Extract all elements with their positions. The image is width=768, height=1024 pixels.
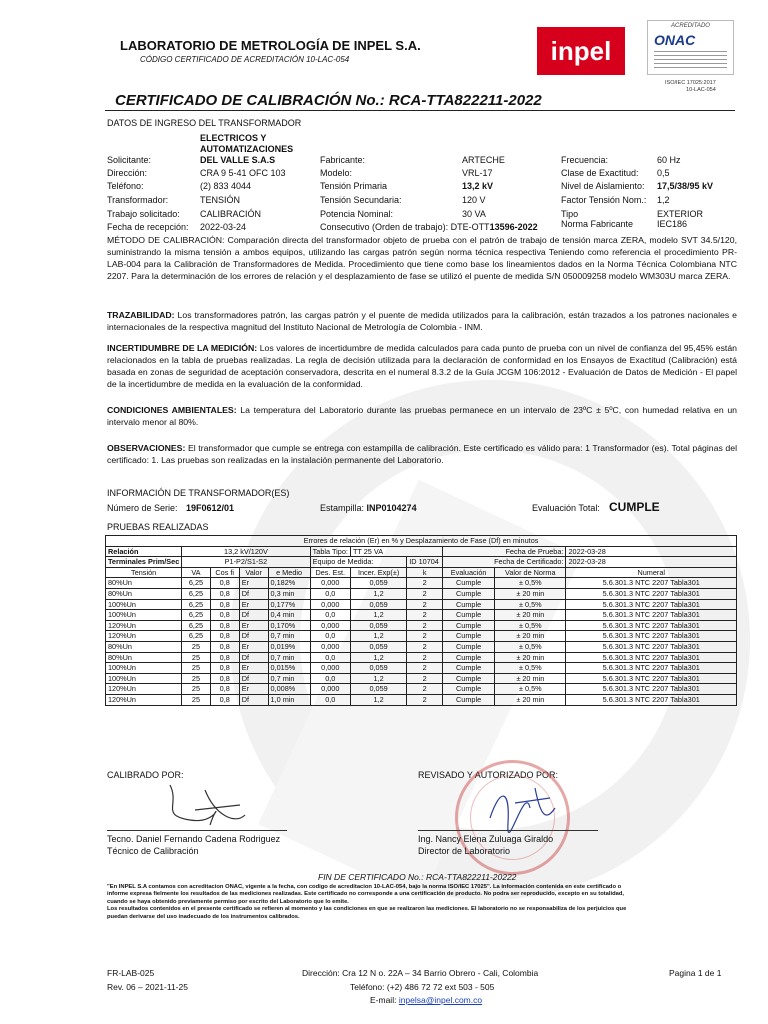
fecha-recepcion-value: 2022-03-24: [200, 222, 247, 232]
cell-va: 6,25: [182, 620, 210, 631]
form-code: FR-LAB-025: [107, 968, 155, 978]
relacion-value: 13,2 kV/120V: [182, 546, 310, 557]
header-incer: Incer. Exp(±): [350, 567, 406, 578]
fecha-recepcion-label: Fecha de recepción:: [107, 222, 189, 232]
cell-tension: 80%Un: [106, 588, 182, 599]
incertidumbre-heading: INCERTIDUMBRE DE LA MEDICIÓN:: [107, 343, 258, 353]
cell-tension: 80%Un: [106, 578, 182, 589]
cell-numeral: 5.6.301.3 NTC 2207 Tabla301: [566, 578, 737, 589]
revisado-signature-line: [418, 830, 598, 831]
cell-incer: 0,059: [350, 641, 406, 652]
equipo-value: ID 10704: [407, 557, 443, 568]
calibrado-role: Técnico de Calibración: [107, 846, 199, 856]
cell-cosfi: 0,8: [210, 684, 239, 695]
cell-numeral: 5.6.301.3 NTC 2207 Tabla301: [566, 620, 737, 631]
cell-k: 2: [407, 599, 443, 610]
onac-logo: [647, 20, 734, 75]
cell-valor-norma: ± 0,5%: [495, 663, 566, 674]
cell-va: 25: [182, 641, 210, 652]
cell-emedio: 0,177%: [268, 599, 310, 610]
relacion-label: Relación: [106, 546, 182, 557]
cell-cosfi: 0,8: [210, 599, 239, 610]
cell-k: 2: [407, 620, 443, 631]
cell-valor-norma: ± 0,5%: [495, 599, 566, 610]
cell-va: 6,25: [182, 631, 210, 642]
cell-desest: 0,0: [310, 610, 350, 621]
results-table: [105, 535, 737, 706]
table-row: [106, 684, 737, 695]
cell-numeral: 5.6.301.3 NTC 2207 Tabla301: [566, 631, 737, 642]
telefono-label: Teléfono:: [107, 181, 144, 191]
cell-valor: Er: [239, 684, 268, 695]
solicitante-value-3: DEL VALLE S.A.S: [200, 155, 276, 165]
lab-title: LABORATORIO DE METROLOGÍA DE INPEL S.A.: [120, 38, 421, 53]
terminales-value: P1-P2/S1-S2: [182, 557, 310, 568]
cell-evaluacion: Cumple: [443, 610, 495, 621]
header-emedio: e Medio: [268, 567, 310, 578]
cell-tension: 100%Un: [106, 599, 182, 610]
table-row: [106, 652, 737, 663]
cell-valor-norma: ± 0,5%: [495, 641, 566, 652]
cell-cosfi: 0,8: [210, 673, 239, 684]
evaluacion-value: CUMPLE: [609, 500, 660, 514]
cell-incer: 1,2: [350, 610, 406, 621]
modelo-value: VRL-17: [462, 168, 493, 178]
cell-evaluacion: Cumple: [443, 652, 495, 663]
cell-cosfi: 0,8: [210, 610, 239, 621]
table-row: [106, 599, 737, 610]
cell-evaluacion: Cumple: [443, 641, 495, 652]
pruebas-heading: PRUEBAS REALIZADAS: [107, 522, 209, 532]
direccion-label: Dirección:: [107, 168, 148, 178]
inpel-logo: inpel: [537, 27, 625, 75]
estampilla-value: INP0104274: [366, 503, 417, 513]
estampilla-label: Estampilla:: [320, 503, 365, 513]
onac-name: ONAC: [654, 32, 696, 48]
table-row: [106, 663, 737, 674]
cell-evaluacion: Cumple: [443, 578, 495, 589]
cell-emedio: 0,019%: [268, 641, 310, 652]
cell-emedio: 0,182%: [268, 578, 310, 589]
table-row: [106, 673, 737, 684]
transformador-value: TENSIÓN: [200, 195, 241, 205]
cell-valor: Df: [239, 631, 268, 642]
cell-incer: 0,059: [350, 599, 406, 610]
cell-cosfi: 0,8: [210, 588, 239, 599]
results-body: [106, 578, 737, 705]
cell-evaluacion: Cumple: [443, 599, 495, 610]
cell-valor: Df: [239, 610, 268, 621]
title-divider: [105, 110, 735, 111]
calibrado-label: CALIBRADO POR:: [107, 770, 184, 780]
table-row: [106, 631, 737, 642]
cell-numeral: 5.6.301.3 NTC 2207 Tabla301: [566, 610, 737, 621]
tension-primaria-value: 13,2 kV: [462, 181, 494, 191]
condiciones-body: La temperatura del Laboratorio durante las pruebas permanece en un intervalo de 23ºC ± 5ºC, con humedad relativa en un intervalo menor al 80%.: [107, 405, 737, 427]
header-tension: Tensión: [106, 567, 182, 578]
fabricante-value: ARTECHE: [462, 155, 505, 165]
fabricante-label: Fabricante:: [320, 155, 366, 165]
serie-value: 19F0612/01: [186, 503, 235, 513]
cell-va: 25: [182, 684, 210, 695]
frecuencia-value: 60 Hz: [657, 155, 681, 165]
serie-label: Número de Serie:: [107, 503, 178, 513]
revisado-label: REVISADO Y AUTORIZADO POR:: [418, 770, 559, 780]
cell-va: 25: [182, 673, 210, 684]
cell-incer: 1,2: [350, 652, 406, 663]
cell-emedio: 1,0 min: [268, 694, 310, 705]
cell-desest: 0,0: [310, 588, 350, 599]
cell-desest: 0,000: [310, 641, 350, 652]
cell-va: 25: [182, 663, 210, 674]
cell-tension: 120%Un: [106, 684, 182, 695]
cell-desest: 0,000: [310, 663, 350, 674]
aislamiento-value: 17,5/38/95 kV: [657, 181, 714, 191]
calibrado-name: Tecno. Daniel Fernando Cadena Rodriguez: [107, 834, 281, 844]
cell-numeral: 5.6.301.3 NTC 2207 Tabla301: [566, 588, 737, 599]
trazabilidad-heading: TRAZABILIDAD:: [107, 310, 175, 320]
legal-notes: [107, 884, 737, 921]
trabajo-label: Trabajo solicitado:: [107, 209, 180, 219]
cell-valor: Df: [239, 652, 268, 663]
cell-emedio: 0,7 min: [268, 673, 310, 684]
cell-incer: 0,059: [350, 620, 406, 631]
observaciones-paragraph: [107, 442, 737, 466]
revisado-role: Director de Laboratorio: [418, 846, 511, 856]
cell-emedio: 0,3 min: [268, 588, 310, 599]
cell-evaluacion: Cumple: [443, 588, 495, 599]
cell-va: 25: [182, 652, 210, 663]
table-row: [106, 578, 737, 589]
cell-valor: Er: [239, 620, 268, 631]
estampilla: [320, 503, 417, 513]
header-valor-norma: Valor de Norma: [495, 567, 566, 578]
cell-evaluacion: Cumple: [443, 663, 495, 674]
header-va: VA: [182, 567, 210, 578]
fecha-prueba-label: Fecha de Prueba:: [443, 546, 566, 557]
cell-desest: 0,0: [310, 652, 350, 663]
cell-numeral: 5.6.301.3 NTC 2207 Tabla301: [566, 641, 737, 652]
accreditation-code: CÓDIGO CERTIFICADO DE ACREDITACIÓN 10-LAC-054: [140, 55, 350, 64]
section-ingreso-heading: DATOS DE INGRESO DEL TRANSFORMADOR: [107, 118, 302, 128]
cell-valor-norma: ± 0,5%: [495, 578, 566, 589]
norma-label: Norma Fabricante: [561, 219, 634, 229]
tipo-label: Tipo: [561, 209, 579, 219]
onac-top-text: ACREDITADO: [671, 23, 710, 29]
certificate-title: CERTIFICADO DE CALIBRACIÓN No.: RCA-TTA822211-2022: [115, 92, 542, 109]
cell-cosfi: 0,8: [210, 641, 239, 652]
cell-valor: Df: [239, 694, 268, 705]
calibrado-signature-line: [107, 830, 287, 831]
cell-cosfi: 0,8: [210, 694, 239, 705]
metodo-heading: MÉTODO DE CALIBRACIÓN:: [107, 235, 225, 245]
table-meta-row-1: [106, 546, 737, 557]
cell-va: 6,25: [182, 610, 210, 621]
cell-desest: 0,000: [310, 599, 350, 610]
table-header-row: [106, 567, 737, 578]
table-caption-row: [106, 536, 737, 547]
cell-va: 6,25: [182, 578, 210, 589]
cell-k: 2: [407, 652, 443, 663]
tipo-value: EXTERIOR: [657, 209, 704, 219]
cell-valor-norma: ± 0,5%: [495, 684, 566, 695]
cell-k: 2: [407, 631, 443, 642]
transformador-label: Transformador:: [107, 195, 169, 205]
cell-valor-norma: ± 20 min: [495, 694, 566, 705]
clase-label: Clase de Exactitud:: [561, 168, 639, 178]
header-desest: Des. Est.: [310, 567, 350, 578]
end-of-certificate: FIN DE CERTIFICADO No.: RCA-TTA822211-20222: [318, 872, 517, 882]
cell-desest: 0,0: [310, 673, 350, 684]
table-row: [106, 641, 737, 652]
footer-phone: Teléfono: (+2) 486 72 72 ext 503 - 505: [350, 982, 495, 992]
cell-desest: 0,000: [310, 578, 350, 589]
header-evaluacion: Evaluación: [443, 567, 495, 578]
metodo-body: Comparación directa del transformador objeto de prueba con el patrón de trabajo de tensión marca ZERA, modelo SVT 34.5/120, suministrando la misma tensión a ambos equipos, utilizando las cargas patrón según norma técnica respectiva Teniendo como referencia el procedimiento PR-LAB-004 para la Calibración de Transformadores de Medida. Procedimiento que tiene como base los lineamientos dados en la Norma Técnica Colombiana NTC 2207. Para la determinación de los errores de relación y el desplazamiento de fase se utilizó el puente de medida S/N 050009258 modelo WM303U marca ZERA.: [107, 235, 737, 281]
cell-numeral: 5.6.301.3 NTC 2207 Tabla301: [566, 694, 737, 705]
header-numeral: Numeral: [566, 567, 737, 578]
cell-evaluacion: Cumple: [443, 694, 495, 705]
cell-valor: Er: [239, 663, 268, 674]
modelo-label: Modelo:: [320, 168, 353, 178]
equipo-label: Equipo de Medida:: [310, 557, 407, 568]
trabajo-value: CALIBRACIÓN: [200, 209, 262, 219]
cell-valor: Er: [239, 599, 268, 610]
cell-incer: 1,2: [350, 673, 406, 684]
consecutivo-label: Consecutivo (Orden de trabajo): DTE-OTT: [320, 222, 490, 232]
cell-valor-norma: ± 0,5%: [495, 620, 566, 631]
potencia-label: Potencia Nominal:: [320, 209, 394, 219]
condiciones-heading: CONDICIONES AMBIENTALES:: [107, 405, 237, 415]
cell-k: 2: [407, 641, 443, 652]
cell-va: 25: [182, 694, 210, 705]
cell-k: 2: [407, 663, 443, 674]
table-caption: Errores de relación (Er) en % y Desplazamiento de Fase (Df) en minutos: [106, 536, 737, 547]
tabla-tipo-label: Tabla Tipo:: [310, 546, 350, 557]
fecha-cert-value: 2022-03-28: [566, 557, 737, 568]
cell-cosfi: 0,8: [210, 578, 239, 589]
observaciones-heading: OBSERVACIONES:: [107, 443, 186, 453]
legal-note-line: Los resultados contenidos en el presente certificado se refieren al momento y las condiciones en que se realizaron las mediciones. El laboratorio no se responsabiliza de los perjuicios que: [107, 906, 627, 913]
cell-k: 2: [407, 610, 443, 621]
direccion-value: CRA 9 5-41 OFC 103: [200, 168, 286, 178]
evaluacion-label: Evaluación Total:: [532, 503, 600, 513]
cell-emedio: 0,015%: [268, 663, 310, 674]
calibrado-signature: [150, 775, 260, 835]
cell-incer: 0,059: [350, 684, 406, 695]
email-link[interactable]: inpelsa@inpel.com.co: [398, 995, 483, 1005]
header-cosfi: Cos fi: [210, 567, 239, 578]
tension-secundaria-label: Tensión Secundaria:: [320, 195, 402, 205]
cell-k: 2: [407, 684, 443, 695]
cell-tension: 100%Un: [106, 673, 182, 684]
solicitante-label: Solicitante:: [107, 155, 152, 165]
footer-email: [370, 995, 482, 1005]
cell-tension: 120%Un: [106, 631, 182, 642]
cell-evaluacion: Cumple: [443, 684, 495, 695]
cell-desest: 0,000: [310, 620, 350, 631]
solicitante-value-2: AUTOMATIZACIONES: [200, 144, 294, 154]
cell-valor-norma: ± 20 min: [495, 610, 566, 621]
cell-numeral: 5.6.301.3 NTC 2207 Tabla301: [566, 652, 737, 663]
fecha-cert-label: Fecha de Certificado:: [443, 557, 566, 568]
factor-label: Factor Tensión Nom.:: [561, 195, 647, 205]
trazabilidad-paragraph: [107, 309, 737, 333]
cell-incer: 1,2: [350, 694, 406, 705]
cell-evaluacion: Cumple: [443, 620, 495, 631]
cell-numeral: 5.6.301.3 NTC 2207 Tabla301: [566, 684, 737, 695]
tabla-tipo-value: TT 25 VA: [350, 546, 442, 557]
cell-tension: 120%Un: [106, 620, 182, 631]
legal-note-line: puedan derivarse del uso inadecuado de los instrumentos calibrados.: [107, 913, 300, 920]
potencia-value: 30 VA: [462, 209, 486, 219]
cell-k: 2: [407, 578, 443, 589]
cell-incer: 1,2: [350, 631, 406, 642]
cell-valor: Df: [239, 588, 268, 599]
aislamiento-label: Nivel de Aislamiento:: [561, 181, 645, 191]
footer-address: Dirección: Cra 12 N o. 22A – 34 Barrio Obrero - Cali, Colombia: [302, 968, 539, 978]
onac-lines: [654, 51, 727, 69]
cell-va: 6,25: [182, 588, 210, 599]
trazabilidad-body: Los transformadores patrón, las cargas patrón y el puente de medida utilizados para la calibración, están trazados a los patrones nacionales e internacionales de la respectiva magnitud del Instituto Nacional de Metrología de Colombia - INM.: [107, 310, 737, 332]
cell-tension: 80%Un: [106, 652, 182, 663]
cell-numeral: 5.6.301.3 NTC 2207 Tabla301: [566, 599, 737, 610]
email-label: E-mail:: [370, 995, 399, 1005]
cell-tension: 100%Un: [106, 610, 182, 621]
terminales-label: Terminales Prim/Sec: [106, 557, 182, 568]
legal-note-line: cuando se haya obtenido previamente permiso por escrito del Laboratorio que lo emite.: [107, 898, 349, 905]
cell-tension: 120%Un: [106, 694, 182, 705]
tension-secundaria-value: 120 V: [462, 195, 486, 205]
page-number: Pagina 1 de 1: [669, 968, 722, 978]
tension-primaria-label: Tensión Primaria: [320, 181, 388, 191]
cell-tension: 100%Un: [106, 663, 182, 674]
metodo-paragraph: [107, 234, 737, 282]
cell-desest: 0,0: [310, 631, 350, 642]
cell-incer: 0,059: [350, 578, 406, 589]
cell-va: 6,25: [182, 599, 210, 610]
cell-valor: Df: [239, 673, 268, 684]
cell-emedio: 0,4 min: [268, 610, 310, 621]
header-k: k: [407, 567, 443, 578]
cell-evaluacion: Cumple: [443, 673, 495, 684]
fecha-prueba-value: 2022-03-28: [566, 546, 737, 557]
frecuencia-label: Frecuencia:: [561, 155, 609, 165]
cell-valor-norma: ± 20 min: [495, 652, 566, 663]
cell-cosfi: 0,8: [210, 620, 239, 631]
table-row: [106, 610, 737, 621]
cell-evaluacion: Cumple: [443, 631, 495, 642]
telefono-value: (2) 833 4044: [200, 181, 252, 191]
cell-tension: 80%Un: [106, 641, 182, 652]
solicitante-value-1: ELECTRICOS Y: [200, 133, 267, 143]
cell-valor-norma: ± 20 min: [495, 673, 566, 684]
revisado-signature: [480, 778, 560, 833]
cell-cosfi: 0,8: [210, 631, 239, 642]
revision: Rev. 06 – 2021-11-25: [107, 982, 188, 992]
consecutivo: [320, 222, 538, 232]
cell-emedio: 0,7 min: [268, 631, 310, 642]
cell-valor: Er: [239, 578, 268, 589]
cell-emedio: 0,170%: [268, 620, 310, 631]
cell-desest: 0,000: [310, 684, 350, 695]
legal-note-line: informe expresa fielmente los resultados de las mediciones realizadas. Este certificado no corresponde a una certificación de producto. No podra ser reproducido, excepto en su totalidad,: [107, 891, 625, 898]
cell-numeral: 5.6.301.3 NTC 2207 Tabla301: [566, 673, 737, 684]
table-row: [106, 694, 737, 705]
observaciones-body: El transformador que cumple se entrega con estampilla de calibración. Este certificado es válido para: 1 Transformador (es). Total páginas del certificado: 1. Las pruebas son realizadas en la instalación permanente del Laboratorio.: [107, 443, 737, 465]
cell-cosfi: 0,8: [210, 663, 239, 674]
cell-k: 2: [407, 588, 443, 599]
incertidumbre-paragraph: [107, 342, 737, 390]
incertidumbre-body: Los valores de incertidumbre de medida calculados para cada punto de prueba con un nivel de confianza del 95,45% están relacionados en la tabla de pruebas realizadas. La regla de decisión utilizada para la declaración de conformidad en los Ensayos de Exactitud (Calibración) está basada en zonas de seguridad de aceptación conservadora, descrita en el numeral 8.3.2 de la Guía JCGM 106:2012 - Evaluación de Datos de Medición - El papel de la incertidumbre de medida en la evaluación de la conformidad.: [107, 343, 737, 389]
consecutivo-value: 13596-2022: [489, 222, 538, 232]
onac-iso: ISO/IEC 17025:2017: [665, 80, 716, 86]
factor-value: 1,2: [657, 195, 670, 205]
cell-emedio: 0,008%: [268, 684, 310, 695]
onac-code: 10-LAC-054: [686, 87, 716, 93]
condiciones-paragraph: [107, 404, 737, 428]
cell-cosfi: 0,8: [210, 652, 239, 663]
legal-note-line: "En INPEL S.A contamos con acreditacion ONAC, vigente a la fecha, con codigo de acreditacion 10-LAC-054, bajo la norma ISO/IEC 17025". La información contenida en este certificado o: [107, 884, 622, 890]
cell-valor: Er: [239, 641, 268, 652]
info-heading: INFORMACIÓN DE TRANSFORMADOR(ES): [107, 488, 290, 498]
cell-incer: 1,2: [350, 588, 406, 599]
table-row: [106, 588, 737, 599]
table-meta-row-2: [106, 557, 737, 568]
clase-value: 0,5: [657, 168, 670, 178]
cell-emedio: 0,7 min: [268, 652, 310, 663]
cell-k: 2: [407, 673, 443, 684]
header-valor: Valor: [239, 567, 268, 578]
cell-desest: 0,0: [310, 694, 350, 705]
cell-numeral: 5.6.301.3 NTC 2207 Tabla301: [566, 663, 737, 674]
cell-k: 2: [407, 694, 443, 705]
revisado-name: Ing. Nancy Elena Zuluaga Giraldo: [418, 834, 554, 844]
cell-incer: 0,059: [350, 663, 406, 674]
table-row: [106, 620, 737, 631]
norma-value: IEC186: [657, 219, 688, 229]
cell-valor-norma: ± 20 min: [495, 588, 566, 599]
onac-note: [665, 80, 716, 94]
cell-valor-norma: ± 20 min: [495, 631, 566, 642]
